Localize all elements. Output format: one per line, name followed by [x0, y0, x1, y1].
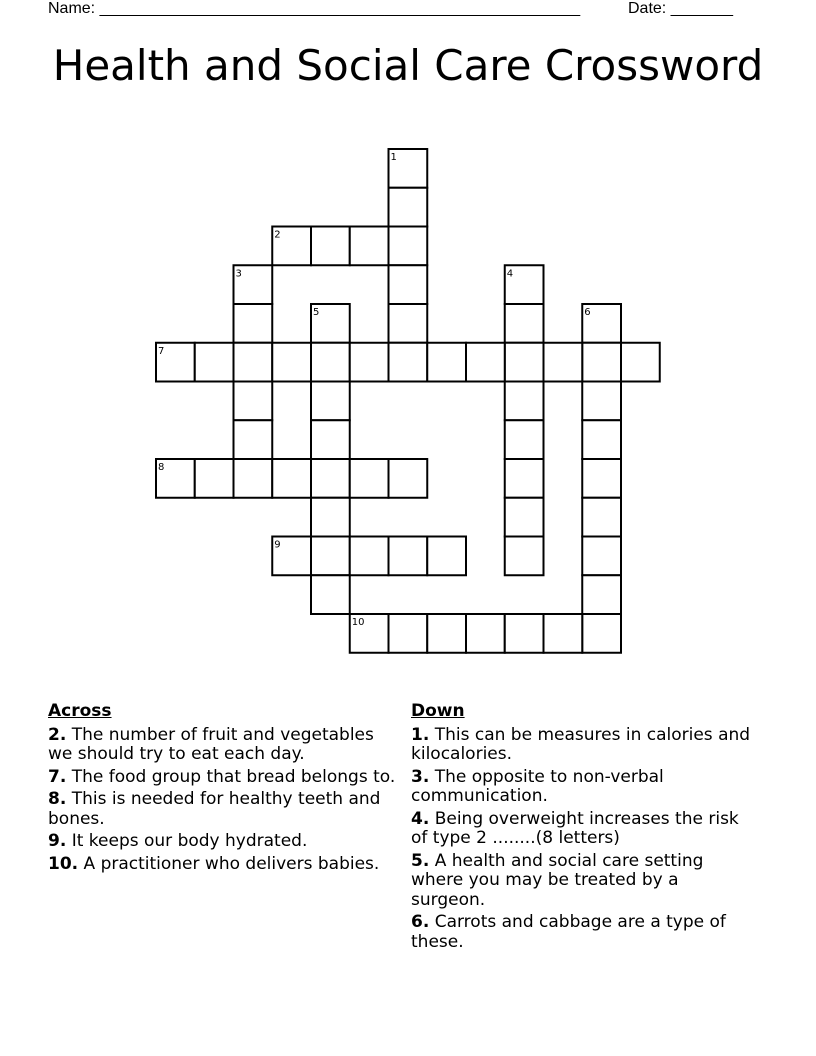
grid-cell[interactable] — [350, 614, 389, 653]
clue-across-9 — [48, 832, 400, 852]
grid-cell[interactable] — [427, 614, 466, 653]
clue-number-label: 2 — [274, 229, 281, 241]
grid-cell[interactable] — [582, 382, 621, 421]
grid-cell[interactable] — [311, 537, 350, 576]
clue-number-label: 4 — [506, 268, 514, 280]
clue-down-3 — [411, 768, 751, 807]
grid-cell[interactable] — [582, 537, 621, 576]
grid-cell[interactable] — [582, 614, 621, 653]
grid-cell[interactable] — [505, 265, 544, 304]
grid-cell[interactable] — [389, 459, 428, 498]
grid-cell[interactable] — [272, 343, 311, 382]
date-field[interactable]: Date: _______ — [628, 0, 733, 17]
clue-number: 4. — [411, 808, 430, 829]
grid-cell[interactable] — [272, 459, 311, 498]
clue-down-6 — [411, 913, 751, 952]
grid-cell[interactable] — [427, 343, 466, 382]
grid-cell[interactable] — [311, 382, 350, 421]
grid-cell[interactable] — [466, 343, 505, 382]
grid-cell[interactable] — [544, 614, 583, 653]
grid-cell[interactable] — [505, 614, 544, 653]
grid-cell[interactable] — [389, 304, 428, 343]
grid-cell[interactable] — [234, 382, 273, 421]
clue-number-label: 5 — [313, 307, 320, 318]
grid-cell[interactable] — [389, 537, 428, 576]
clue-number: 3. — [411, 766, 430, 787]
grid-cell[interactable] — [505, 537, 544, 576]
grid-cell[interactable] — [195, 343, 234, 382]
clue-across-8 — [48, 790, 400, 829]
page-title: Health and Social Care Crossword — [52, 41, 764, 90]
grid-cell[interactable] — [311, 459, 350, 498]
grid-cell[interactable] — [311, 575, 350, 614]
clue-text: A practitioner who delivers babies. — [83, 853, 380, 874]
clue-text: This is needed for healthy teeth and bones. — [48, 789, 381, 829]
grid-cell[interactable] — [466, 614, 505, 653]
grid-cell[interactable] — [389, 614, 428, 653]
clue-down-4 — [411, 810, 751, 849]
grid-cell[interactable] — [156, 459, 195, 498]
grid-cell[interactable] — [389, 149, 428, 188]
grid-cell[interactable] — [350, 227, 389, 266]
grid-cell[interactable] — [389, 343, 428, 382]
clue-text: This can be measures in calories and kilocalories. — [411, 724, 751, 764]
grid-cell[interactable] — [311, 227, 350, 266]
clue-text: Carrots and cabbage are a type of these. — [411, 912, 726, 952]
grid-cell[interactable] — [582, 575, 621, 614]
grid-cell[interactable] — [505, 459, 544, 498]
grid-cell[interactable] — [389, 227, 428, 266]
clue-text: A health and social care setting where you may be treated by a surgeon. — [411, 850, 704, 910]
grid-cell[interactable] — [350, 459, 389, 498]
clue-across-2 — [48, 726, 400, 765]
grid-cell[interactable] — [272, 537, 311, 576]
grid-cell[interactable] — [234, 420, 273, 459]
grid-cell[interactable] — [505, 382, 544, 421]
clue-number: 5. — [411, 850, 430, 871]
down-heading: Down — [411, 701, 465, 721]
grid-cell[interactable] — [505, 304, 544, 343]
grid-cell[interactable] — [234, 304, 273, 343]
clue-number: 7. — [48, 766, 67, 787]
grid-cell[interactable] — [389, 265, 428, 304]
clue-number: 2. — [48, 724, 67, 745]
grid-cell[interactable] — [389, 188, 428, 227]
grid-cell[interactable] — [505, 498, 544, 537]
clue-across-10 — [48, 855, 400, 875]
clue-number-label: 8 — [158, 462, 165, 473]
clue-number: 6. — [411, 912, 430, 932]
grid-cell[interactable] — [544, 343, 583, 382]
grid-cell[interactable] — [582, 420, 621, 459]
clue-number: 1. — [411, 724, 430, 745]
grid-cell[interactable] — [505, 343, 544, 382]
grid-cell[interactable] — [582, 304, 621, 343]
name-field[interactable]: Name: ______________________________________________________ — [48, 0, 581, 17]
clue-number-label: 7 — [158, 345, 165, 357]
clue-number: 8. — [48, 789, 67, 809]
clue-across-7 — [48, 768, 400, 788]
down-clues — [411, 702, 751, 955]
grid-cell[interactable] — [234, 343, 273, 382]
clue-number: 10. — [48, 853, 79, 874]
grid-cell[interactable] — [311, 420, 350, 459]
grid-cell[interactable] — [350, 537, 389, 576]
clue-number-label: 10 — [351, 617, 365, 628]
across-clues — [48, 702, 400, 877]
across-heading: Across — [48, 701, 112, 721]
grid-cell[interactable] — [311, 343, 350, 382]
grid-cell[interactable] — [350, 343, 389, 382]
clue-text: It keeps our body hydrated. — [71, 831, 308, 851]
clue-number-label: 9 — [274, 539, 281, 551]
clue-number: 9. — [48, 831, 67, 851]
clue-text: The number of fruit and vegetables we should try to eat each day. — [48, 724, 374, 764]
grid-cell[interactable] — [311, 498, 350, 537]
grid-cell[interactable] — [582, 343, 621, 382]
grid-cell[interactable] — [427, 537, 466, 576]
clue-text: The opposite to non-verbal communication. — [411, 766, 664, 806]
clue-down-1 — [411, 726, 751, 765]
grid-cell[interactable] — [272, 227, 311, 266]
grid-cell[interactable] — [234, 459, 273, 498]
clue-number-label: 3 — [235, 268, 242, 280]
grid-cell[interactable] — [505, 420, 544, 459]
grid-cell[interactable] — [311, 304, 350, 343]
grid-cell[interactable] — [582, 498, 621, 537]
clue-text: Being overweight increases the risk of type 2 ........(8 letters) — [411, 808, 739, 848]
grid-cell[interactable] — [582, 459, 621, 498]
grid-cell[interactable] — [621, 343, 660, 382]
grid-cell[interactable] — [234, 265, 273, 304]
clue-number-label: 1 — [390, 152, 397, 163]
clue-text: The food group that bread belongs to. — [71, 766, 396, 787]
grid-cell[interactable] — [195, 459, 234, 498]
clue-number-label: 6 — [584, 307, 591, 318]
grid-cell[interactable] — [156, 343, 195, 382]
clue-down-5 — [411, 852, 751, 911]
